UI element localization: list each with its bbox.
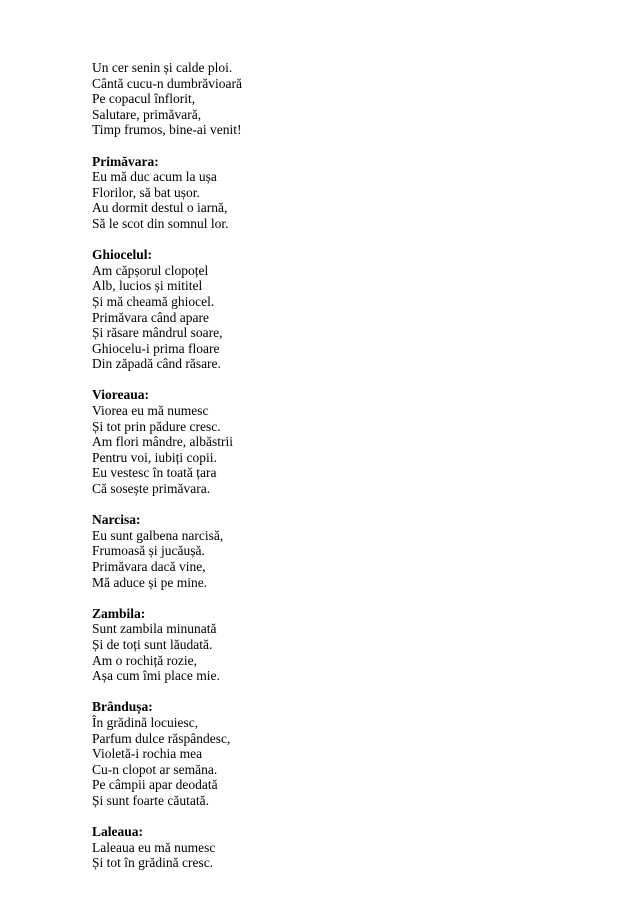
poem-line: În grădină locuiesc,: [92, 714, 199, 730]
document-page: [92, 60, 592, 886]
poem-line: Mă aduce și pe mine.: [92, 574, 208, 590]
stanza-laleaua: [92, 824, 592, 871]
stanza-brandusa: [92, 699, 592, 808]
poem-line: Și mă cheamă ghiocel.: [92, 293, 215, 309]
poem-line: Viorea eu mă numesc: [92, 403, 209, 419]
poem-line: Primăvara dacă vine,: [92, 559, 206, 574]
poem-line: Sunt zambila minunată: [92, 621, 217, 637]
speaker-heading: Zambila:: [92, 605, 146, 621]
poem-line: Că sosește primăvara.: [92, 481, 211, 497]
poem-line: Așa cum îmi place mie.: [92, 668, 220, 684]
poem-line: Au dormit destul o iarnă,: [92, 200, 228, 216]
poem-line: Pe copacul înflorit,: [92, 91, 196, 107]
speaker-heading: Narcisa:: [92, 512, 141, 528]
poem-line: Cu-n clopot ar semăna.: [92, 761, 218, 777]
poem-line: Timp frumos, bine-ai venit!: [92, 122, 242, 138]
stanza-ghiocelul: [92, 247, 592, 372]
poem-line: Să le scot din somnul lor.: [92, 215, 229, 231]
poem-line: Primăvara când apare: [92, 309, 209, 325]
poem-line: Pe câmpii apar deodată: [92, 777, 218, 793]
speaker-heading: Ghiocelul:: [92, 247, 152, 263]
poem-line: Eu sunt galbena narcisă,: [92, 527, 224, 543]
intro-stanza: [92, 60, 592, 138]
poem-line: Frumoasă și jucăușă.: [92, 543, 205, 559]
poem-line: Parfum dulce răspândesc,: [92, 730, 231, 746]
poem-line: Și sunt foarte căutată.: [92, 792, 209, 808]
speaker-heading: Laleaua:: [92, 824, 144, 840]
poem-line: Și tot în grădină cresc.: [92, 855, 214, 871]
poem-line: Am o rochiță rozie,: [92, 652, 197, 668]
poem-line: Și tot prin pădure cresc.: [92, 418, 221, 434]
poem-line: Ghiocelu-i prima floare: [92, 340, 220, 356]
poem-line: Și de toți sunt lăudată.: [92, 636, 213, 652]
poem-line: Eu mă duc acum la ușa: [92, 169, 217, 185]
speaker-heading: Primăvara:: [92, 153, 159, 169]
poem-line: Din zăpadă când răsare.: [92, 356, 221, 372]
stanza-vioreaua: [92, 387, 592, 496]
poem-line: Salutare, primăvară,: [92, 106, 202, 122]
poem-line: Alb, lucios și mititel: [92, 278, 203, 294]
poem-line: Cântă cucu-n dumbrăvioară: [92, 75, 242, 91]
speaker-heading: Vioreaua:: [92, 387, 149, 403]
poem-line: Violetă-i rochia mea: [92, 746, 203, 762]
stanza-zambila: [92, 606, 592, 684]
stanza-narcisa: [92, 512, 592, 590]
poem-line: Am căpșorul clopoțel: [92, 262, 209, 278]
poem-line: Eu vestesc în toată țara: [92, 465, 217, 481]
poem-line: Pentru voi, iubiți copii.: [92, 449, 217, 465]
speaker-heading: Brândușa:: [92, 699, 153, 715]
poem-line: Laleaua eu mă numesc: [92, 839, 216, 855]
poem-line: Am flori mândre, albăstrii: [92, 434, 233, 450]
stanza-primavara: [92, 154, 592, 232]
poem-line: Florilor, să bat ușor.: [92, 184, 200, 200]
poem-line: Un cer senin și calde ploi.: [92, 60, 233, 75]
poem-line: Și răsare mândrul soare,: [92, 325, 223, 341]
